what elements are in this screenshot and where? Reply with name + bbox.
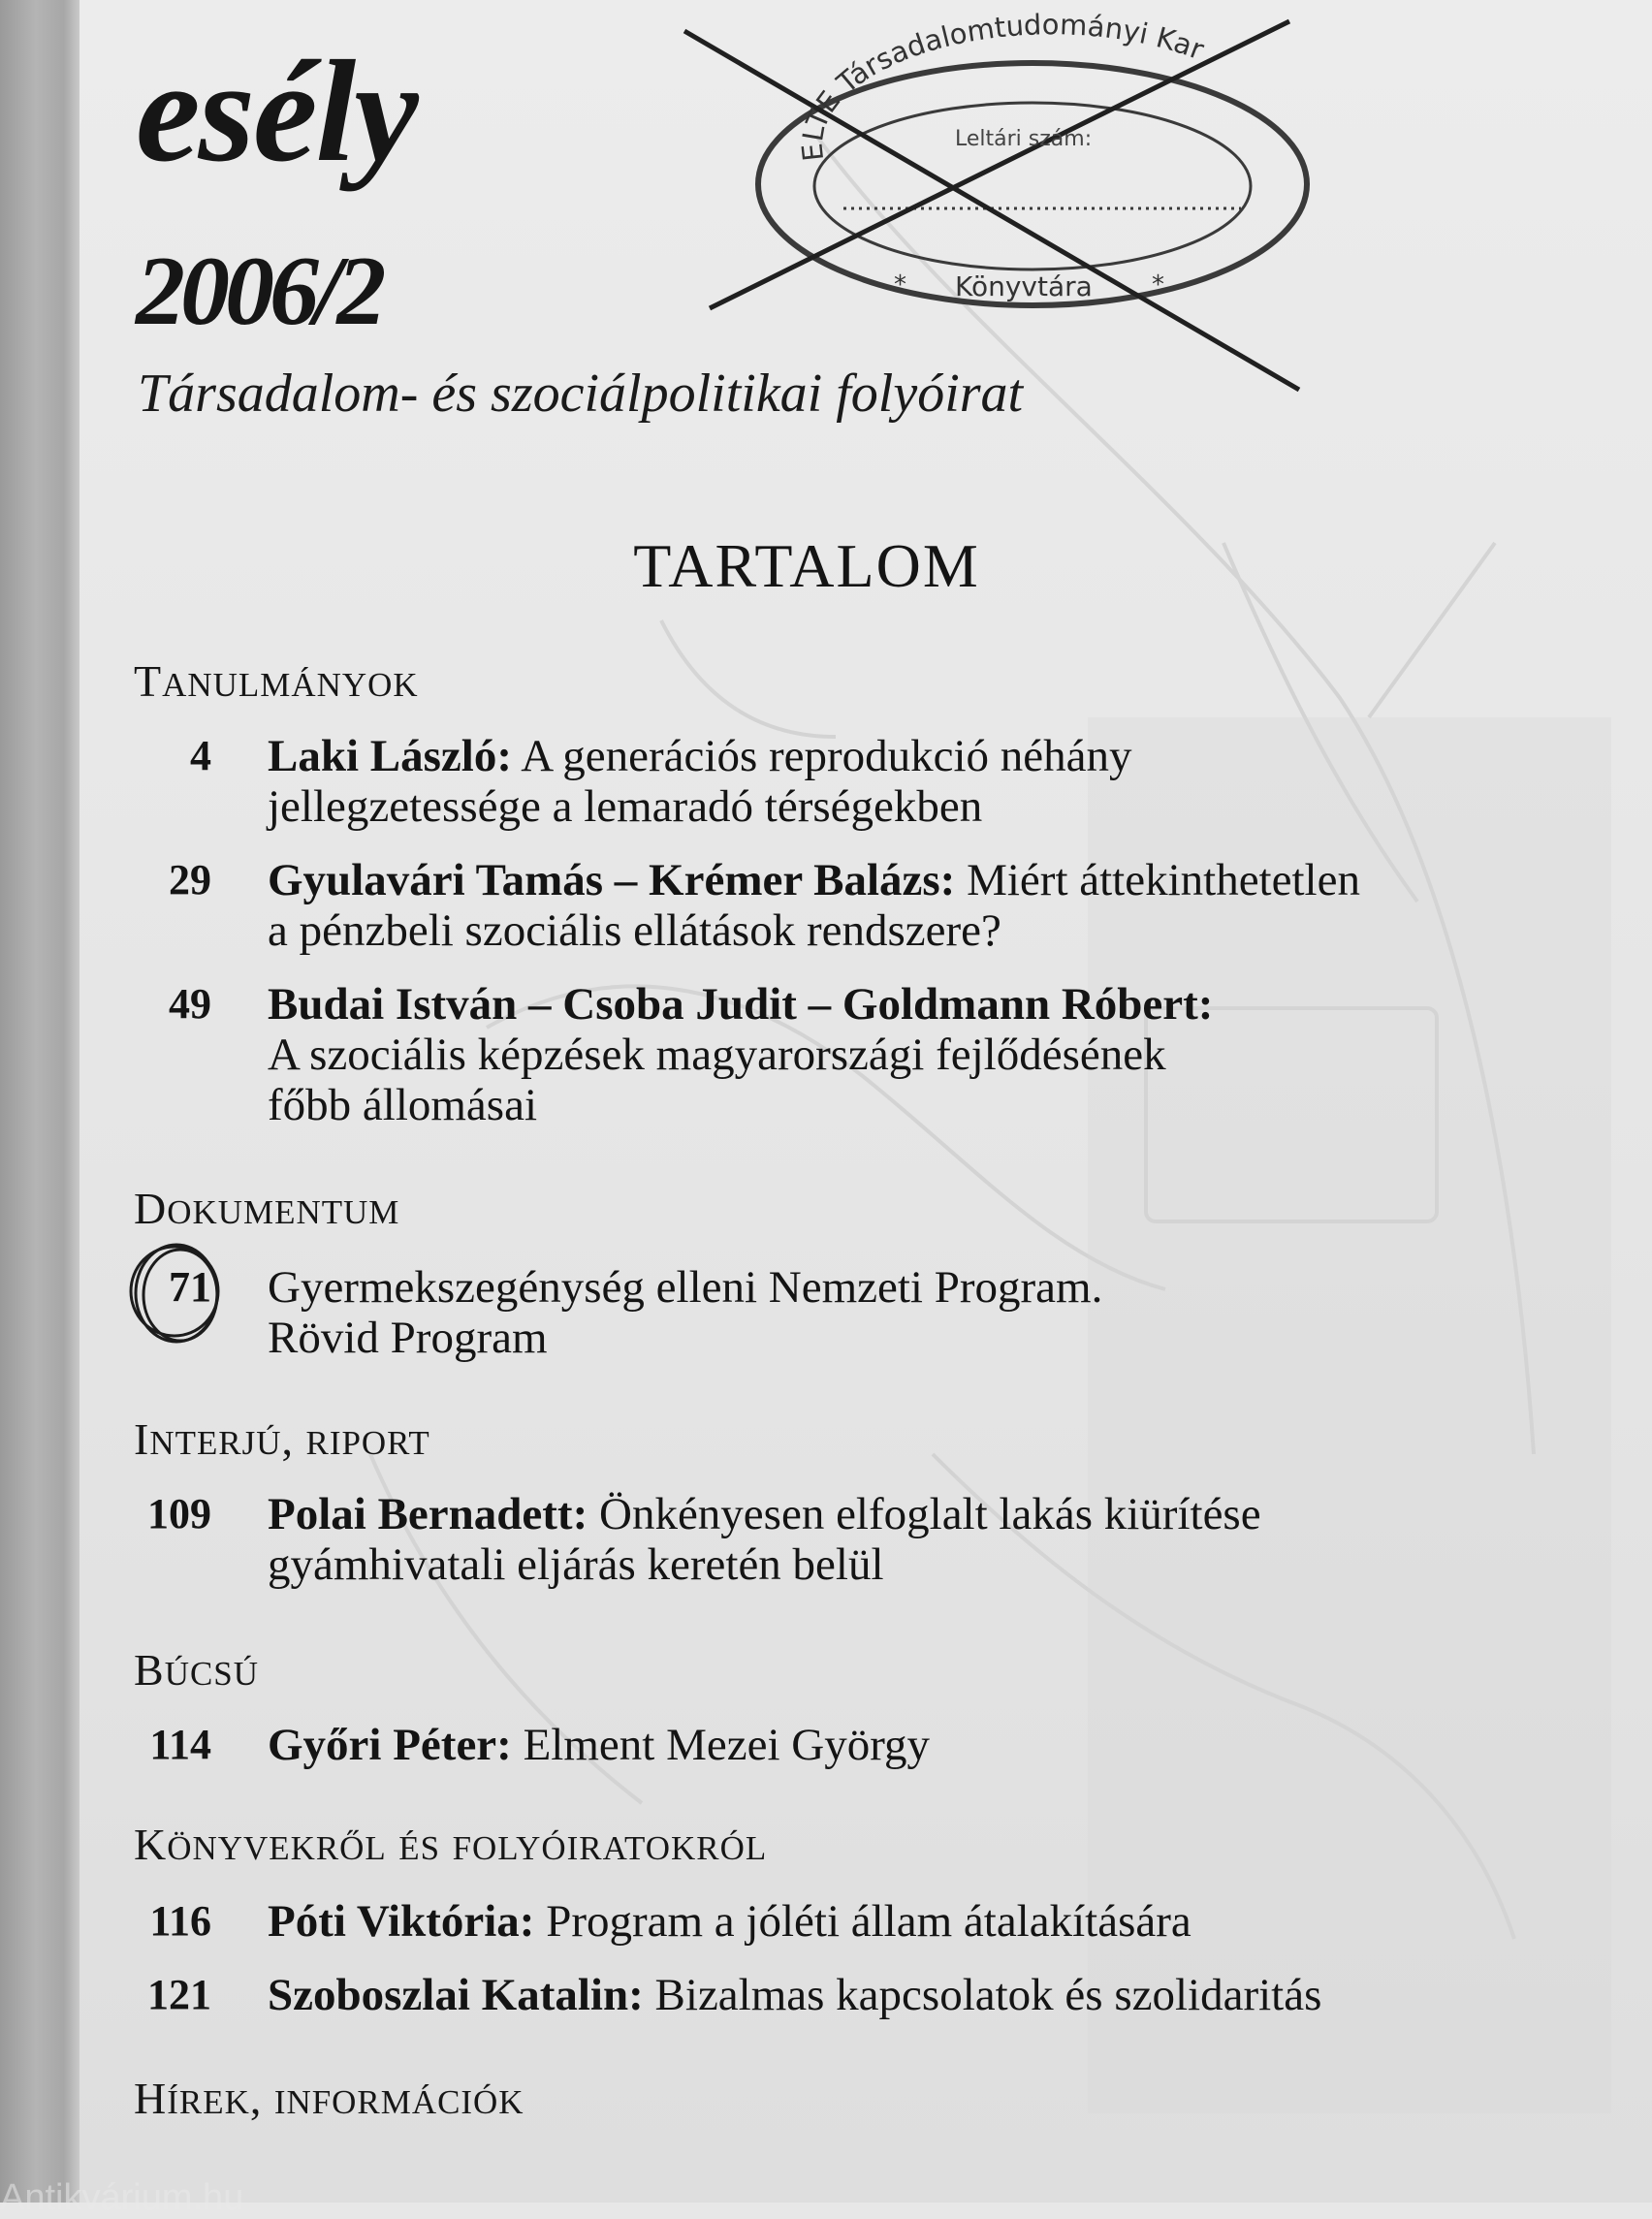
- entry-title-line: A szociális képzések magyarországi fejlődésének: [268, 1030, 1166, 1080]
- stamp-institution: ELTE Társadalomtudományi Kar: [795, 10, 1209, 163]
- entry-author: Póti Viktória:: [268, 1896, 535, 1947]
- section-heading-interview: INTERJÚ, RIPORT: [134, 1414, 430, 1464]
- stamp-field-label: Leltári szám:: [955, 127, 1093, 151]
- page-number: 116: [149, 1897, 211, 1945]
- section-heading-studies: TANULMÁNYOK: [134, 656, 419, 706]
- page-number: 71: [169, 1263, 211, 1311]
- contents-title: TARTALOM: [633, 531, 980, 600]
- entry-author: Laki László:: [268, 731, 513, 781]
- page-number: 114: [149, 1721, 211, 1768]
- entry-author: Szoboszlai Katalin:: [268, 1970, 644, 2020]
- section-heading-news: HÍREK, INFORMÁCIÓK: [134, 2074, 524, 2123]
- section-heading-document: DOKUMENTUM: [134, 1184, 400, 1233]
- entry-author: Győri Péter:: [268, 1720, 512, 1770]
- page-number: 4: [190, 732, 211, 779]
- entry-title-line: Rövid Program: [268, 1313, 548, 1363]
- section-heading-reviews: KÖNYVEKRŐL ÉS FOLYÓIRATOKRÓL: [134, 1820, 768, 1869]
- entry-title-line: Gyermekszegénység elleni Nemzeti Program.: [268, 1262, 1103, 1313]
- entry-title-line: Program a jóléti állam átalakítására: [546, 1896, 1191, 1947]
- watermark: Antikvárium.hu: [0, 2177, 244, 2218]
- svg-text:*: *: [894, 270, 906, 300]
- entry-author: Gyulavári Tamás – Krémer Balázs:: [268, 855, 956, 905]
- journal-brand: esély: [136, 31, 417, 192]
- page-number: 49: [169, 980, 211, 1028]
- journal-subtitle: Társadalom- és szociálpolitikai folyóirat: [138, 364, 1024, 424]
- stamp-library: Könyvtára: [955, 270, 1093, 302]
- entry-title-line: A generációs reprodukció néhány: [521, 731, 1132, 781]
- issue-number: 2006/2: [136, 237, 382, 346]
- entry-author: Polai Bernadett:: [268, 1489, 588, 1539]
- entry-title-line: jellegzetessége a lemaradó térségekben: [268, 781, 983, 832]
- book-spine: [0, 0, 79, 2203]
- page-number: 109: [147, 1490, 211, 1537]
- entry-title-line: gyámhivatali eljárás keretén belül: [268, 1539, 884, 1590]
- entry-title-line: Elment Mezei György: [523, 1720, 930, 1770]
- page-number: 29: [169, 856, 211, 903]
- page-number: 121: [147, 1971, 211, 2018]
- entry-title-line: a pénzbeli szociális ellátások rendszere?: [268, 905, 1001, 956]
- section-heading-farewell: BÚCSÚ: [134, 1645, 259, 1695]
- entry-title-line: főbb állomásai: [268, 1080, 538, 1130]
- library-stamp: [679, 10, 1318, 397]
- entry-title-line: Bizalmas kapcsolatok és szolidaritás: [654, 1970, 1322, 2020]
- entry-author: Budai István – Csoba Judit – Goldmann Róbert:: [268, 979, 1214, 1030]
- svg-text:*: *: [1152, 270, 1164, 300]
- entry-title-line: Önkényesen elfoglalt lakás kiürítése: [599, 1489, 1261, 1539]
- entry-title-line: Miért áttekinthetetlen: [967, 855, 1360, 905]
